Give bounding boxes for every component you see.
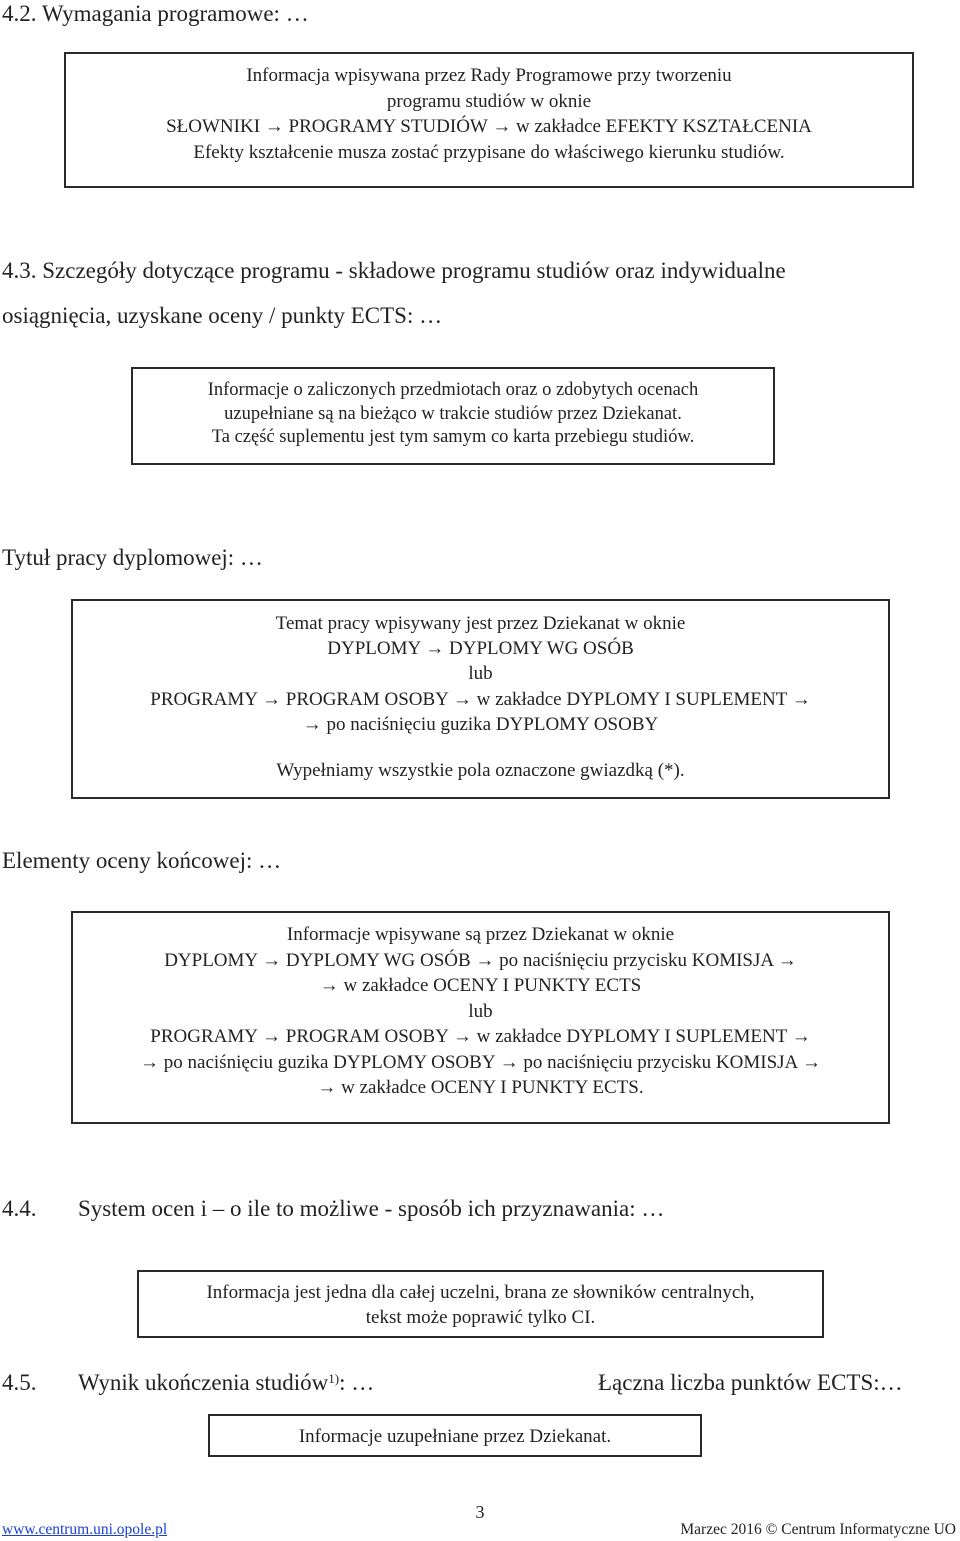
info-line: Informacje o zaliczonych przedmiotach oraz o zdobytych ocenach [207,380,699,400]
section-4-3-heading-cont: osiągnięcia, uzyskane oceny / punkty ECTS: … [2,303,443,328]
section-4-3-heading: 4.3. Szczegóły dotyczące programu - składowe programu studiów oraz indywidualne [2,258,786,283]
section-4-4-title: System ocen i – o ile to możliwe - sposób ich przyznawania: … [78,1196,665,1221]
info-line: DYPLOMY → DYPLOMY WG OSÓB [327,638,634,660]
info-line: lub [468,663,493,685]
info-line: PROGRAMY → PROGRAM OSOBY → w zakładce DYPLOMY I SUPLEMENT → [150,688,811,710]
footnote-mark: 1) [328,1371,340,1386]
info-line: Informacje wpisywane są przez Dziekanat w oknie [286,924,675,945]
final-grade-info-box [71,911,890,1124]
section-4-5-title-tail: : … [339,1370,375,1395]
info-line: Efekty kształcenie musza zostać przypisane do właściwego kierunku studiów. [193,141,785,163]
section-4-5-info-box [208,1414,702,1457]
section-4-2-heading: 4.2. Wymagania programowe: … [2,1,309,26]
info-line: lub [468,1000,493,1022]
section-4-5-title-text: Wynik ukończenia studiów [78,1370,329,1395]
section-4-4-number: 4.4. [2,1196,37,1221]
final-grade-heading: Elementy oceny końcowej: … [2,848,282,873]
thesis-info-box [71,599,890,799]
info-line: programu studiów w oknie [386,90,592,112]
info-line: → w zakładce OCENY I PUNKTY ECTS. [317,1077,644,1098]
info-line: Informacja wpisywana przez Rady Programowe przy tworzeniu [246,65,732,86]
section-4-4-info-box [137,1270,824,1338]
info-note: Wypełniamy wszystkie pola oznaczone gwiazdką (*). [276,760,685,782]
info-line: SŁOWNIKI → PROGRAMY STUDIÓW → w zakładce EFEKTY KSZTAŁCENIA [166,116,812,137]
info-line: → po naciśnięciu guzika DYPLOMY OSOBY → po naciśnięciu przycisku KOMISJA → [140,1051,821,1073]
page-number: 3 [475,1502,485,1522]
section-4-5-number: 4.5. [2,1370,37,1395]
footer-website-link[interactable]: www.centrum.uni.opole.pl [2,1521,168,1538]
thesis-title-heading: Tytuł pracy dyplomowej: … [2,545,263,570]
info-line: Informacja jest jedna dla całej uczelni, brana ze słowników centralnych, [206,1282,755,1303]
info-line: Ta część suplementu jest tym samym co karta przebiegu studiów. [211,427,695,447]
ects-total-label: Łączna liczba punktów ECTS:… [598,1370,903,1395]
footer-copyright: Marzec 2016 © Centrum Informatyczne UO [680,1521,956,1538]
info-line: uzupełniane są na bieżąco w trakcie studiów przez Dziekanat. [224,403,682,424]
section-4-5-title [78,1369,374,1397]
section-4-2-info-box [64,52,914,188]
section-4-3-info-box [131,367,775,465]
info-line: Temat pracy wpisywany jest przez Dziekanat w oknie [275,613,686,634]
info-line: Informacje uzupełniane przez Dziekanat. [298,1426,612,1447]
info-line: → po naciśnięciu guzika DYPLOMY OSOBY [302,713,659,735]
info-line: PROGRAMY → PROGRAM OSOBY → w zakładce DYPLOMY I SUPLEMENT → [150,1026,811,1047]
info-line: DYPLOMY → DYPLOMY WG OSÓB → po naciśnięciu przycisku KOMISJA → [164,949,797,971]
info-line: → w zakładce OCENY I PUNKTY ECTS [319,975,642,996]
info-line: tekst może poprawić tylko CI. [365,1307,596,1328]
